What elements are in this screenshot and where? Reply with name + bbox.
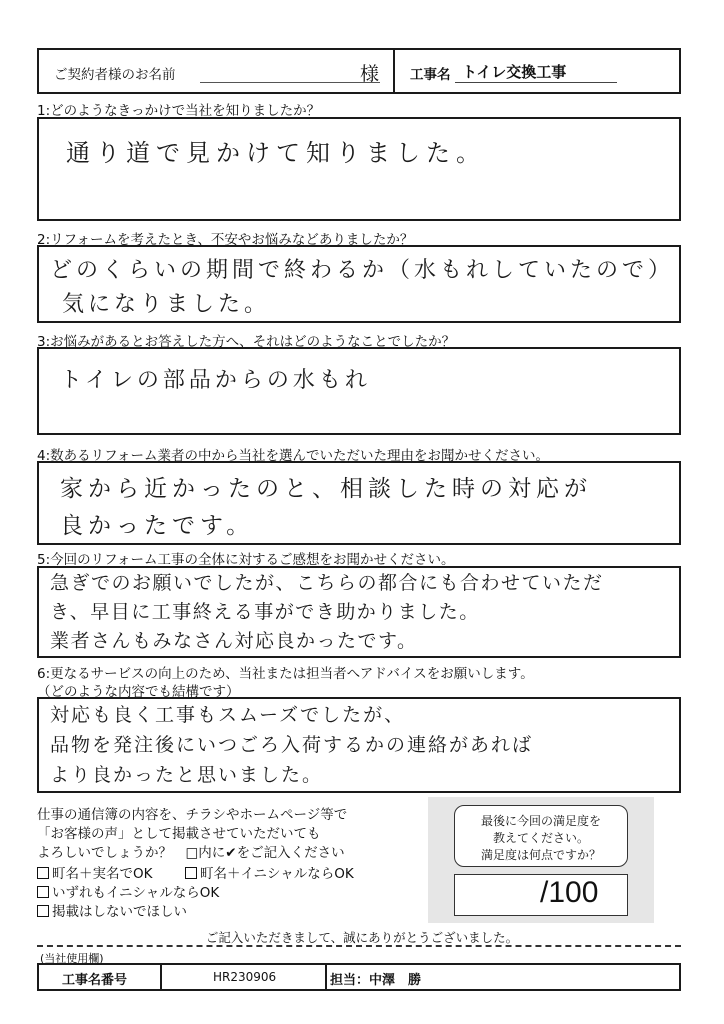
q1-line-1: 通り道で見かけて知りました。 — [66, 139, 486, 167]
work-name-label: 工事名 — [410, 67, 451, 83]
consent-line-2: 「お客様の声」として掲載させていただいても — [37, 826, 321, 842]
office-use-divider-2 — [325, 963, 327, 991]
q2-line-2: 気になりました。 — [62, 292, 271, 317]
q6-sublabel: （どのような内容でも結構です） — [37, 684, 240, 700]
work-name-value: トイレ交換工事 — [462, 63, 567, 81]
q2-label: 2:リフォームを考えたとき、不安やお悩みなどありましたか？ — [37, 232, 414, 248]
q3-line-1: トイレの部品からの水もれ — [60, 368, 371, 393]
consent-line-1: 仕事の通信簿の内容を、チラシやホームページ等で — [37, 807, 348, 823]
header-divider — [393, 48, 395, 94]
q5-line-3: 業者さんもみなさん対応良かったです。 — [50, 630, 418, 652]
q5-line-2: き、早目に工事終える事ができ助かりました。 — [50, 601, 480, 623]
consent-option-no-publish[interactable]: 掲載はしないでほしい — [37, 900, 187, 920]
q6-line-2: 品物を発注後にいつごろ入荷するかの連絡があれば — [50, 734, 534, 756]
consent-option-all-initials[interactable]: いずれもイニシャルならOK — [37, 881, 219, 901]
q1-label: 1:どのようなきっかけで当社を知りましたか？ — [37, 103, 321, 119]
consent-option-real-name[interactable]: 町名＋実名でOK — [37, 862, 152, 882]
q4-line-1: 家から近かったのと、相談した時の対応が — [60, 476, 592, 502]
q3-label: 3:お悩みがあるとお答えした方へ、それはどのようなことでしたか？ — [37, 334, 456, 350]
consent-line-3: よろしいでしょうか？ □内に✔をご記入ください — [37, 845, 345, 861]
q2-line-1: どのくらいの期間で終わるか（水もれしていたので） — [50, 258, 675, 283]
work-number-label: 工事名番号 — [62, 973, 128, 988]
q6-line-1: 対応も良く工事もスムーズでしたが、 — [50, 704, 406, 726]
work-name-underline — [455, 82, 617, 83]
checkbox-icon[interactable] — [37, 867, 49, 879]
work-number-value: HR230906 — [213, 970, 277, 984]
checkbox-icon[interactable] — [185, 867, 197, 879]
checkbox-icon[interactable] — [37, 905, 49, 917]
q4-line-2: 良かったです。 — [60, 513, 255, 539]
thank-you-message: ご記入いただきまして、誠にありがとうございました。 — [205, 930, 519, 945]
customer-name-label: ご契約者様のお名前 — [54, 67, 176, 83]
dashed-separator — [37, 945, 681, 947]
office-use-divider-1 — [160, 963, 162, 991]
q5-label: 5:今回のリフォーム工事の全体に対するご感想をお聞かせください。 — [37, 552, 455, 568]
checkbox-icon[interactable] — [37, 886, 49, 898]
satisfaction-line-2: 教えてください。 — [492, 831, 589, 845]
consent-option-initial-with-town[interactable]: 町名＋イニシャルならOK — [185, 862, 354, 882]
score-suffix: /100 — [540, 876, 599, 909]
q4-label: 4:数あるリフォーム業者の中から当社を選んでいただいた理由をお聞かせください。 — [37, 448, 549, 464]
q6-line-3: より良かったと思いました。 — [50, 764, 324, 786]
customer-name-field[interactable] — [200, 82, 380, 83]
q6-label: 6:更なるサービスの向上のため、当社または担当者へアドバイスをお願いします。 — [37, 666, 534, 682]
satisfaction-line-1: 最後に今回の満足度を — [480, 814, 601, 828]
office-use-label: (当社使用欄) — [40, 952, 104, 965]
staff-name: 担当：中澤 勝 — [330, 973, 422, 988]
satisfaction-line-3: 満足度は何点ですか？ — [480, 848, 601, 862]
q5-line-1: 急ぎでのお願いでしたが、こちらの都合にも合わせていただ — [50, 572, 604, 594]
sama-text: 様 — [360, 63, 380, 85]
